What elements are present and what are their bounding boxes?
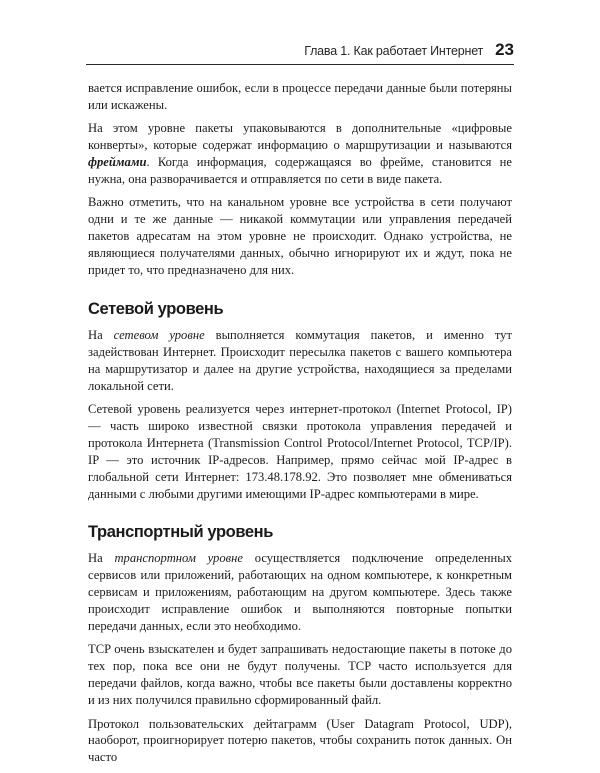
paragraph-datalink-note: Важно отметить, что на канальном уровне все устройства в сети получают одни и те же данные — никакой коммутации или управления передачей пакетов адресатам на этом уровне не происходит. Однако устройства, не являющиеся получателями данных, обычно игнорируют их и ждут, пока не придет то, что предназначено для них.	[88, 195, 512, 278]
paragraph-network-text-2: выполняется коммутация пакетов, и именно тут задействован Интернет. Происходит пересылка пакетов с вашего компьютера на маршрутизатор и далее на другие устройства, находящиеся за пределами локальной сети.	[88, 327, 512, 393]
paragraph-transport-layer	[88, 550, 512, 635]
header-rule	[86, 64, 514, 65]
section-heading-transport: Транспортный уровень	[88, 523, 273, 542]
term-network-layer: сетевом уровне	[113, 327, 205, 342]
paragraph-udp: Протокол пользовательских дейтаграмм (User Datagram Protocol, UDP), наоборот, проигнорирует потерю пакетов, чтобы сохранить поток данных. Он часто	[88, 716, 512, 765]
term-frames: фреймами	[88, 155, 147, 170]
paragraph-frames-text-2: . Когда информация, содержащаяся во фрейме, становится не нужна, она разворачивается и отправляется по сети в виде пакета.	[88, 155, 512, 187]
paragraph-network-text-1: На	[88, 327, 114, 342]
running-header	[304, 40, 514, 60]
paragraph-error-correction: вается исправление ошибок, если в процессе передачи данные были потеряны или искажены.	[88, 81, 512, 112]
paragraph-ip: Сетевой уровень реализуется через интернет-протокол (Internet Protocol, IP) — часть широко известной связки протокола управления передачей и протокола Интернета (Transmission Control Protocol/Internet Protocol, TCP/IP). IP — это источник IP-адресов. Например, прямо сейчас мой IP-адрес в глобальной сети Интернет: 173.48.178.92. Это позволяет мне обмениваться данными с любыми другими имеющими IP-адрес компьютерами в мире.	[88, 402, 512, 501]
paragraph-frames-text-1: На этом уровне пакеты упаковываются в дополнительные «цифровые конверты», которые содержат информацию о маршрутизации и называются	[88, 121, 512, 153]
body-text	[88, 80, 512, 773]
section-heading-network: Сетевой уровень	[88, 299, 224, 318]
paragraph-network-layer	[88, 327, 512, 395]
term-transport-layer: транспортном уровне	[114, 551, 243, 566]
paragraph-transport-text-2: осуществляется подключение определенных сервисов или приложений, работающих на одном компьютере, к конкретным сервисам и приложениям, работающим на другом компьютере. Здесь также происходит исправление ошибок и выполняются повторные попытки передачи данных, если это необходимо.	[88, 551, 512, 633]
chapter-running-title: Глава 1. Как работает Интернет	[304, 44, 484, 58]
paragraph-transport-text-1: На	[88, 551, 115, 566]
page-number: 23	[495, 40, 514, 59]
paragraph-tcp: TCP очень взыскателен и будет запрашивать недостающие пакеты в потоке до тех пор, пока все они не будут получены. TCP часто используется для передачи файлов, когда важно, чтобы все пакеты были доставлены корректно и из них получился правильно сформированный файл.	[88, 642, 512, 708]
paragraph-frames	[88, 120, 512, 188]
